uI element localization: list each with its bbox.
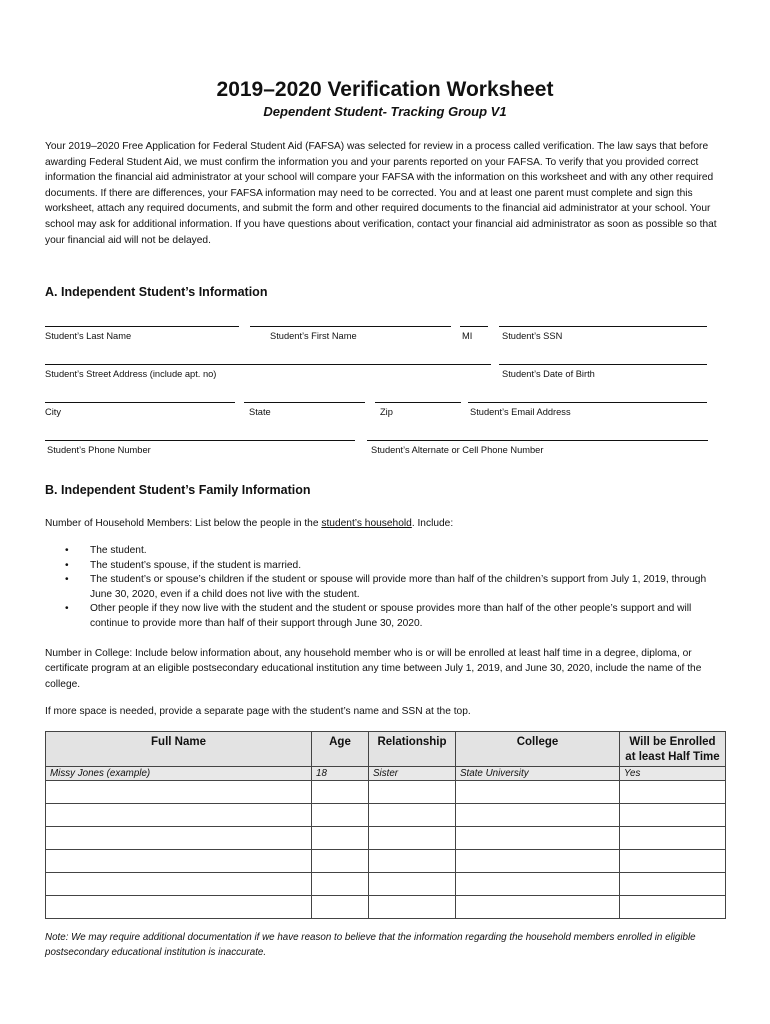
table-cell[interactable] (620, 827, 726, 850)
table-cell[interactable] (312, 896, 369, 919)
table-cell[interactable] (369, 896, 456, 919)
table-cell[interactable] (46, 827, 312, 850)
section-a-heading: A. Independent Student’s Information (45, 285, 268, 299)
example-relationship: Sister (369, 767, 456, 781)
phone-field[interactable] (45, 440, 355, 441)
table-row (46, 896, 726, 919)
page-subtitle: Dependent Student- Tracking Group V1 (263, 104, 507, 119)
table-cell[interactable] (369, 873, 456, 896)
header-age: Age (312, 732, 369, 767)
mi-label: MI (462, 331, 473, 341)
space-paragraph: If more space is needed, provide a separate page with the student’s name and SSN at the top. (45, 706, 471, 717)
bullet-icon: • (65, 574, 69, 586)
ssn-label: Student’s SSN (502, 331, 563, 341)
table-cell[interactable] (312, 804, 369, 827)
table-cell[interactable] (369, 827, 456, 850)
section-b-heading: B. Independent Student’s Family Information (45, 483, 311, 497)
table-row (46, 827, 726, 850)
example-age: 18 (312, 767, 369, 781)
table-cell[interactable] (369, 781, 456, 804)
city-label: City (45, 407, 62, 417)
table-cell[interactable] (456, 873, 620, 896)
table-cell[interactable] (312, 873, 369, 896)
table-cell[interactable] (46, 781, 312, 804)
household-table (45, 731, 726, 919)
household-text: Number of Household Members: List below the people in the (45, 518, 322, 529)
example-college: State University (456, 767, 620, 781)
household-link-text: student’s household (321, 518, 412, 529)
table-cell[interactable] (312, 850, 369, 873)
table-cell[interactable] (46, 804, 312, 827)
table-cell[interactable] (620, 896, 726, 919)
table-cell[interactable] (369, 804, 456, 827)
state-field[interactable] (244, 402, 365, 403)
city-field[interactable] (45, 402, 235, 403)
list-item (65, 559, 725, 574)
bullet-text: The student. (90, 545, 147, 556)
table-cell[interactable] (312, 781, 369, 804)
table-cell[interactable] (312, 827, 369, 850)
household-paragraph (45, 516, 725, 531)
ssn-field[interactable] (499, 326, 707, 327)
bullet-icon: • (65, 603, 69, 615)
street-address-label: Student’s Street Address (include apt. no) (45, 369, 217, 379)
street-address-field[interactable] (45, 364, 491, 365)
header-college: College (456, 732, 620, 767)
table-cell[interactable] (46, 850, 312, 873)
list-item (65, 573, 725, 602)
header-full-name: Full Name (46, 732, 312, 767)
table-cell[interactable] (456, 804, 620, 827)
table-cell[interactable] (620, 850, 726, 873)
bullet-text: The student’s or spouse’s children if the student or spouse will provide more than half of the children’s support from July 1, 2019, through June 30, 2020, even if a child does not live with the student. (90, 574, 707, 600)
header-relationship: Relationship (369, 732, 456, 767)
bullet-icon: • (65, 545, 69, 556)
table-header-row (46, 732, 726, 767)
alt-phone-field[interactable] (367, 440, 708, 441)
bullet-text: Other people if they now live with the student and the student or spouse provides more than half of the other people’s support and will continue to provide more than half of their support through June 30, 2020. (90, 603, 692, 629)
date-of-birth-label: Student’s Date of Birth (502, 369, 595, 379)
example-half-time: Yes (620, 767, 726, 781)
table-row (46, 781, 726, 804)
table-cell[interactable] (46, 896, 312, 919)
page-title: 2019–2020 Verification Worksheet (216, 78, 554, 101)
table-cell[interactable] (620, 781, 726, 804)
note-text: Note: We may require additional documentation if we have reason to believe that the information regarding the household members enrolled in eligible postsecondary educational institution is inaccurate. (45, 932, 696, 958)
zip-field[interactable] (375, 402, 461, 403)
mi-field[interactable] (460, 326, 488, 327)
table-cell[interactable] (456, 850, 620, 873)
state-label: State (249, 407, 271, 417)
bullet-text: The student’s spouse, if the student is married. (90, 559, 302, 571)
last-name-field[interactable] (45, 326, 239, 327)
example-name: Missy Jones (example) (46, 767, 312, 781)
list-item (65, 602, 725, 631)
table-cell[interactable] (46, 873, 312, 896)
first-name-label: Student’s First Name (270, 331, 357, 341)
table-cell[interactable] (369, 850, 456, 873)
first-name-field[interactable] (250, 326, 451, 327)
list-item (65, 544, 725, 559)
table-cell[interactable] (620, 873, 726, 896)
table-row-example (46, 767, 726, 781)
intro-paragraph: Your 2019–2020 Free Application for Federal Student Aid (FAFSA) was selected for review in a process called verification. The law says that before awarding Federal Student Aid, we must confirm the information you and your parents reported on your FAFSA. To verify that you provided correct information the financial aid administrator at your school will compare your FAFSA with the information on this worksheet and with any other required documents. If there are differences, your FAFSA information may need to be corrected. You and at least one parent must complete and sign this worksheet, attach any required documents, and submit the form and other required documents to the financial aid administrator at your school. Your school may ask for additional information. If you have questions about verification, contact your financial aid administrator as soon as possible so that your financial aid will not be delayed. (45, 141, 717, 246)
table-cell[interactable] (456, 781, 620, 804)
table-cell[interactable] (456, 896, 620, 919)
phone-label: Student’s Phone Number (47, 445, 151, 455)
last-name-label: Student’s Last Name (45, 331, 132, 341)
date-of-birth-field[interactable] (499, 364, 707, 365)
college-paragraph: Number in College: Include below information about, any household member who is or will be enrolled at least half time in a degree, diploma, or certificate program at an eligible postsecondary educational institution any time between July 1, 2019, and June 30, 2020, include the name of the college. (45, 648, 702, 690)
header-half-time: Will be Enrolled at least Half Time (620, 732, 726, 767)
household-suffix: . Include: (411, 518, 454, 529)
household-bullets (65, 544, 725, 632)
table-row (46, 850, 726, 873)
table-cell[interactable] (620, 804, 726, 827)
bullet-icon: • (65, 559, 69, 571)
alt-phone-label: Student’s Alternate or Cell Phone Number (371, 445, 544, 455)
zip-label: Zip (380, 407, 393, 417)
email-label: Student’s Email Address (470, 407, 571, 417)
email-field[interactable] (468, 402, 707, 403)
table-row (46, 804, 726, 827)
table-cell[interactable] (456, 827, 620, 850)
table-row (46, 873, 726, 896)
